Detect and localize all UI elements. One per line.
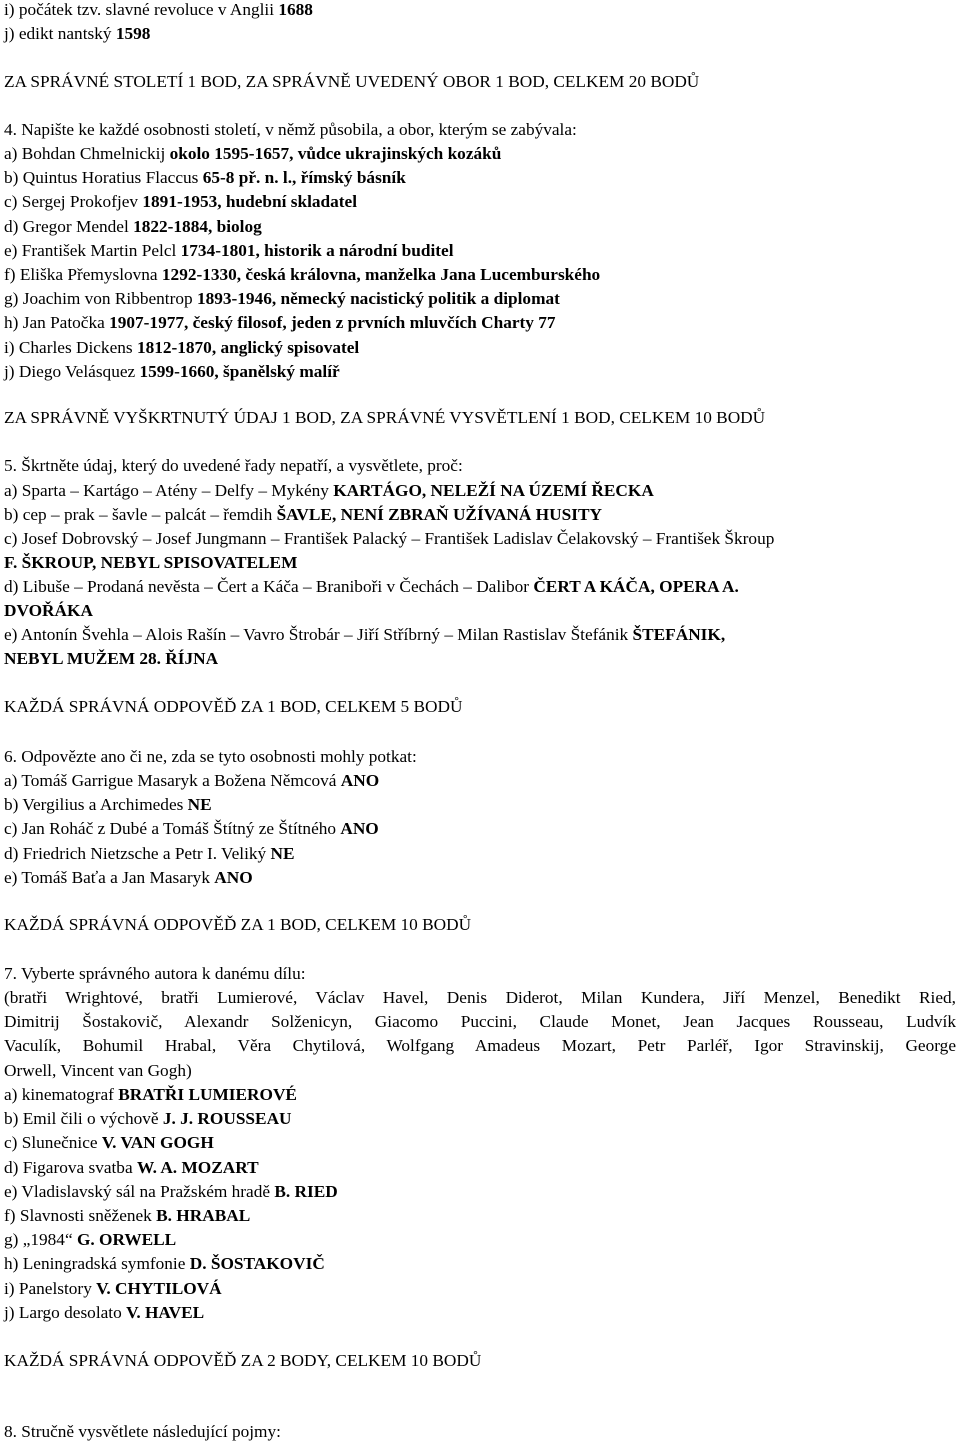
sec6-score: KAŽDÁ SPRÁVNÁ ODPOVĚĎ ZA 1 BOD, CELKEM 10 BODŮ: [4, 915, 472, 934]
sec5-item-e-answer-cont: NEBYL MUŽEM 28. ŘÍJNA: [4, 649, 219, 668]
sec4-item-b: [4, 166, 600, 190]
sec5-heading: 5. Škrtněte údaj, který do uvedené řady nepatří, a vysvětlete, proč:: [4, 456, 463, 475]
sec5-item-d: [4, 575, 739, 599]
item-text: b) cep – prak – šavle – palcát – řemdih: [4, 505, 277, 524]
item-text: d) Friedrich Nietzsche a Petr I. Veliký: [4, 843, 271, 863]
item-text: e) Tomáš Baťa a Jan Masaryk: [4, 867, 215, 887]
item-answer: B. HRABAL: [156, 1205, 251, 1225]
item-text: a) kinematograf: [4, 1085, 119, 1104]
sec6-item-b: [4, 793, 379, 817]
item-answer: NE: [187, 795, 212, 815]
sec3-item-i: [4, 0, 313, 22]
item-answer: KARTÁGO, NELEŽÍ NA ÚZEMÍ ŘECKA: [333, 481, 654, 500]
item-text: c) Slunečnice: [4, 1133, 102, 1153]
item-text: i) Charles Dickens: [4, 337, 137, 357]
item-text: j) Diego Velásquez: [4, 361, 140, 381]
sec7-heading: 7. Vyberte správného autora k danému dílu:: [4, 964, 306, 983]
sec7-item-h: [4, 1252, 338, 1276]
sec6-heading: 6. Odpovězte ano či ne, zda se tyto osobnosti mohly potkat:: [4, 747, 417, 766]
item-text: g) Joachim von Ribbentrop: [4, 289, 197, 309]
sec6-item-d: [4, 842, 379, 866]
author-list-line: Dimitrij Šostakovič, Alexandr Solženicyn, Giacomo Puccini, Claude Monet, Jean Jacques Rousseau, Ludvík: [4, 1012, 956, 1032]
item-answer: G. ORWELL: [76, 1230, 177, 1250]
item-text: a) Tomáš Garrigue Masaryk a Božena Němcová: [4, 771, 341, 790]
item-answer: 1891-1953, hudební skladatel: [142, 192, 358, 212]
author-list-line: Orwell, Vincent van Gogh): [4, 1060, 192, 1080]
sec5-score: KAŽDÁ SPRÁVNÁ ODPOVĚĎ ZA 1 BOD, CELKEM 5 BODŮ: [4, 697, 463, 716]
sec4-item-e: [4, 239, 600, 263]
sec7-item-a: [4, 1083, 338, 1107]
item-answer: NE: [270, 843, 295, 863]
item-text: c) Jan Roháč z Dubé a Tomáš Štítný ze Štítného: [4, 819, 341, 839]
sec6-item-a: [4, 769, 379, 793]
sec8-heading: 8. Stručně vysvětlete následující pojmy:: [4, 1422, 281, 1441]
item-answer: 1822-1884, biolog: [133, 216, 262, 236]
sec7-item-g: [4, 1228, 338, 1252]
sec4-item-g: [4, 287, 600, 311]
item-text: d) Libuše – Prodaná nevěsta – Čert a Káča – Braniboři v Čechách – Dalibor: [4, 577, 534, 596]
item-text: h) Leningradská symfonie: [4, 1254, 190, 1274]
item-text: i) počátek tzv. slavné revoluce v Anglii: [4, 0, 279, 19]
item-text: b) Vergilius a Archimedes: [4, 795, 188, 815]
sec4-list: [4, 142, 600, 384]
sec4-item-a: [4, 142, 600, 166]
author-list-line: (bratři Wrightové, bratři Lumierové, Václav Havel, Denis Diderot, Milan Kundera, Jiří Menzel, Benedikt Ried,: [4, 988, 956, 1007]
sec6-item-c: [4, 817, 379, 841]
sec6-item-e: [4, 866, 379, 890]
item-answer: ŠAVLE, NENÍ ZBRAŇ UŽÍVANÁ HUSITY: [276, 505, 602, 524]
sec4-item-c: [4, 190, 600, 214]
sec7-item-f: [4, 1204, 338, 1228]
item-answer: 1598: [115, 24, 151, 43]
item-text: d) Gregor Mendel: [4, 216, 134, 236]
item-text: i) Panelstory: [4, 1278, 97, 1298]
sec7-item-i: [4, 1277, 338, 1301]
sec7-item-b: [4, 1107, 338, 1131]
item-text: b) Emil čili o výchově: [4, 1109, 163, 1129]
item-answer: V. CHYTILOVÁ: [96, 1278, 222, 1298]
item-answer: ŠTEFÁNIK,: [632, 625, 726, 644]
item-text: c) Josef Dobrovský – Josef Jungmann – František Palacký – František Ladislav Čelakovský – František Škroup: [4, 529, 775, 548]
item-text: f) Slavnosti sněženek: [4, 1205, 157, 1225]
sec7-item-j: [4, 1301, 338, 1325]
item-text: h) Jan Patočka: [4, 313, 110, 333]
sec4-item-j: [4, 360, 600, 384]
item-text: j) edikt nantský: [4, 24, 116, 43]
item-answer: 1812-1870, anglický spisovatel: [136, 337, 360, 357]
item-answer: 1292-1330, česká královna, manželka Jana Lucemburského: [161, 264, 601, 284]
sec4-item-f: [4, 263, 600, 287]
item-text: e) František Martin Pelcl: [4, 240, 181, 260]
item-answer: ANO: [340, 771, 380, 790]
sec5-item-c: [4, 527, 774, 551]
sec4-score: ZA SPRÁVNĚ VYŠKRTNUTÝ ÚDAJ 1 BOD, ZA SPRÁVNÉ VYSVĚTLENÍ 1 BOD, CELKEM 10 BODŮ: [4, 408, 766, 427]
sec5-item-b: [4, 503, 602, 527]
sec3-score: ZA SPRÁVNÉ STOLETÍ 1 BOD, ZA SPRÁVNĚ UVEDENÝ OBOR 1 BOD, CELKEM 20 BODŮ: [4, 72, 700, 91]
item-answer: 1688: [278, 0, 313, 19]
sec5-item-c-answer: F. ŠKROUP, NEBYL SPISOVATELEM: [4, 553, 298, 572]
item-text: e) Vladislavský sál na Pražském hradě: [4, 1181, 275, 1201]
sec7-item-c: [4, 1131, 338, 1155]
item-text: f) Eliška Přemyslovna: [4, 264, 162, 284]
sec6-list: [4, 769, 379, 890]
item-answer: J. J. ROUSSEAU: [162, 1109, 292, 1129]
item-text: e) Antonín Švehla – Alois Rašín – Vavro Štrobár – Jiří Stříbrný – Milan Rastislav Štefánik: [4, 625, 633, 644]
sec4-item-i: [4, 336, 600, 360]
item-answer: ČERT A KÁČA, OPERA A.: [533, 577, 739, 596]
item-answer: 1599-1660, španělský malíř: [139, 361, 340, 381]
sec7-item-e: [4, 1180, 338, 1204]
item-answer: 65-8 př. n. l., římský básník: [202, 168, 406, 188]
sec5-item-d-answer-cont: DVOŘÁKA: [4, 601, 93, 620]
sec4-item-d: [4, 215, 600, 239]
sec7-score: KAŽDÁ SPRÁVNÁ ODPOVĚĎ ZA 2 BODY, CELKEM 10 BODŮ: [4, 1351, 482, 1370]
item-answer: V. VAN GOGH: [101, 1133, 214, 1153]
sec7-item-d: [4, 1156, 338, 1180]
item-text: c) Sergej Prokofjev: [4, 192, 143, 212]
item-text: a) Bohdan Chmelnickij: [4, 144, 170, 163]
item-text: a) Sparta – Kartágo – Atény – Delfy – Mykény: [4, 481, 334, 500]
author-list-line: Vaculík, Bohumil Hrabal, Věra Chytilová, Wolfgang Amadeus Mozart, Petr Parléř, Igor Stravinskij, George: [4, 1036, 956, 1056]
item-answer: B. RIED: [274, 1181, 338, 1201]
item-text: b) Quintus Horatius Flaccus: [4, 168, 203, 188]
sec4-item-h: [4, 311, 600, 335]
sec7-list: [4, 1083, 338, 1325]
sec4-heading: 4. Napište ke každé osobnosti století, v němž působila, a obor, kterým se zabývala:: [4, 120, 577, 139]
sec5-item-e: [4, 623, 725, 647]
item-answer: V. HAVEL: [126, 1302, 205, 1322]
item-text: g) „1984“: [4, 1230, 77, 1250]
item-answer: BRATŘI LUMIEROVÉ: [118, 1085, 297, 1104]
item-answer: ANO: [340, 819, 379, 839]
item-text: j) Largo desolato: [4, 1302, 127, 1322]
item-answer: okolo 1595-1657, vůdce ukrajinských kozáků: [169, 144, 502, 163]
item-text: d) Figarova svatba: [4, 1157, 137, 1177]
item-answer: D. ŠOSTAKOVIČ: [189, 1254, 325, 1274]
sec3-item-j: [4, 22, 150, 46]
item-answer: W. A. MOZART: [136, 1157, 259, 1177]
item-answer: 1907-1977, český filosof, jeden z prvních mluvčích Charty 77: [109, 313, 556, 333]
item-answer: 1734-1801, historik a národní buditel: [180, 240, 454, 260]
sec5-item-a: [4, 479, 654, 503]
sec7-author-list: [4, 986, 956, 1083]
item-answer: ANO: [214, 867, 253, 887]
item-answer: 1893-1946, německý nacistický politik a diplomat: [196, 289, 560, 309]
